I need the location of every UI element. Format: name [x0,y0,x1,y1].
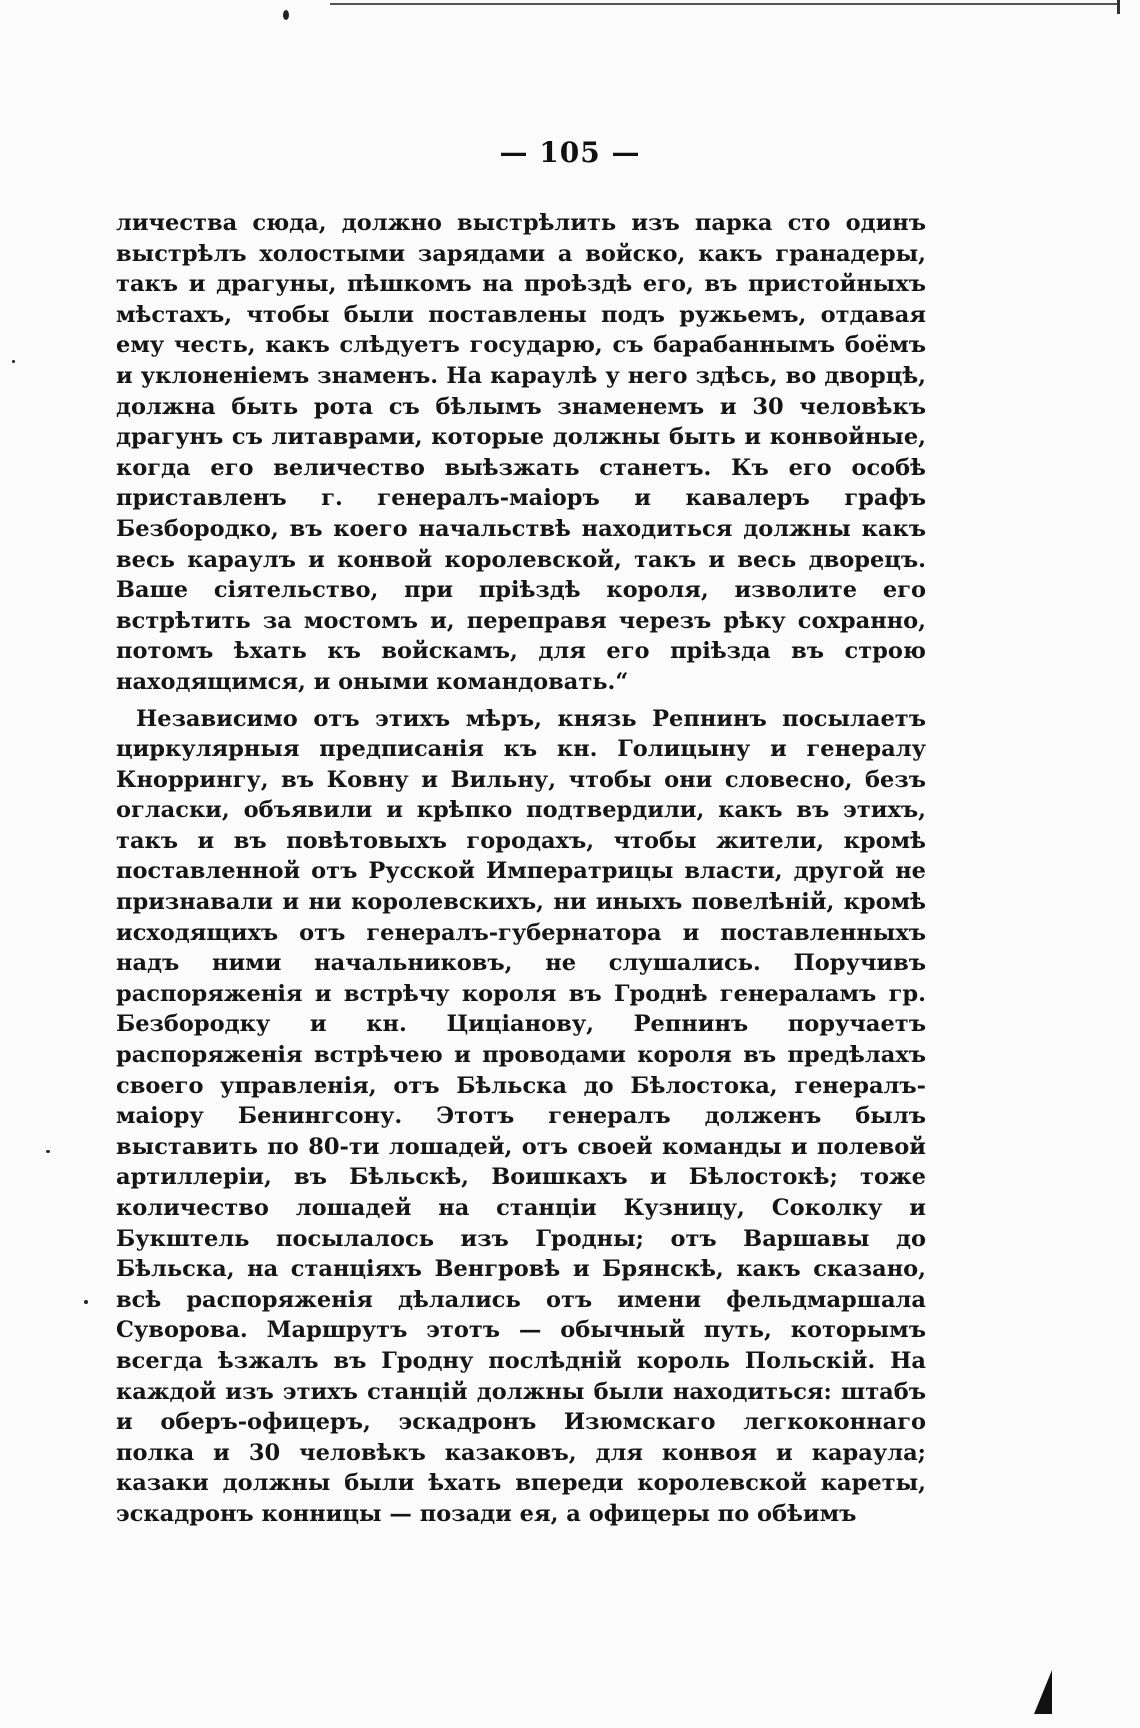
paragraph-continued: личества сюда, должно выстрѣлить изъ парка сто одинъ выстрѣлъ холостыми зарядами а войско, какъ гранадеры, такъ и драгуны, пѣшкомъ на проѣздѣ его, въ пристойныхъ мѣстахъ, чтобы были поставлены подъ ружьемъ, отдавая ему честь, какъ слѣдуетъ государю, съ барабаннымъ боёмъ и уклоненіемъ знаменъ. На караулѣ у него здѣсь, во дворцѣ, должна быть рота съ бѣлымъ знаменемъ и 30 человѣкъ драгунъ съ литаврами, которые должны быть и конвойные, когда его величество выѣзжать станетъ. Къ его особѣ приставленъ г. генералъ-маіоръ и кавалеръ графъ Безбородко, въ коего начальствѣ находиться должны какъ весь караулъ и конвой королевской, такъ и весь дворецъ. Ваше сіятельство, при пріѣздѣ короля, изволите его встрѣтить за мостомъ и, переправя черезъ рѣку сохранно, потомъ ѣхать къ войскамъ, для его пріѣзда въ строю находящимся, и оными командовать.“ [116,210,926,695]
ink-speck [46,1150,50,1153]
ink-speck [283,10,289,20]
scan-corner-mark [1117,0,1120,14]
paragraph: Независимо отъ этихъ мѣръ, князь Репнинъ посылаетъ циркулярныя предписанія къ кн. Голицыну и генералу Кноррингу, въ Ковну и Вильну, чтобы они словесно, безъ огласки, объявили и крѣпко подтвердили, какъ въ этихъ, такъ и въ повѣтовыхъ городахъ, чтобы жители, кромѣ поставленной отъ Русской Императрицы власти, другой не признавали и ни королевскихъ, ни иныхъ повелѣній, кромѣ исходящихъ отъ генералъ-губернатора и поставленныхъ надъ ними начальниковъ, не слушались. Поручивъ распоряженія и встрѣчу короля въ Гроднѣ генераламъ гр. Безбородку и кн. Цицiанову, Репнинъ поручаетъ распоряженія встрѣчею и проводами короля въ предѣлахъ своего управленія, отъ Бѣльска до Бѣлостока, генералъ-маіору Бенингсону. Этотъ генералъ долженъ былъ выставить по 80-ти лошадей, отъ своей команды и полевой артиллеріи, въ Бѣльскѣ, Воишкахъ и Бѣлостокѣ; тоже количество лошадей на станціи Кузницу, Соколку и Букштель посылалось изъ Гродны; отъ Варшавы до Бѣльска, на станціяхъ Венгровѣ и Брянскѣ, какъ сказано, всѣ распоряженія дѣлались отъ имени фельдмаршала Суворова. Маршрутъ этотъ — обычный путь, которымъ всегда ѣзжалъ въ Гродну послѣдній король Польскій. На каждой изъ этихъ станцій должны были находиться: штабъ и оберъ-офицеръ, эскадронъ Изюмскаго легкоконнаго полка и 30 человѣкъ казаковъ, для конвоя и караула; казаки должны были ѣхать впереди королевской кареты, эскадронъ конницы — позади ея, а офицеры по обѣимъ [116,705,926,1527]
page-number: — 105 — [499,136,641,169]
ink-speck [84,1300,88,1304]
ink-speck [12,360,15,363]
scan-corner-triangle [1034,1670,1052,1714]
body-text [116,208,926,1530]
scan-top-edge-line [330,3,1120,5]
